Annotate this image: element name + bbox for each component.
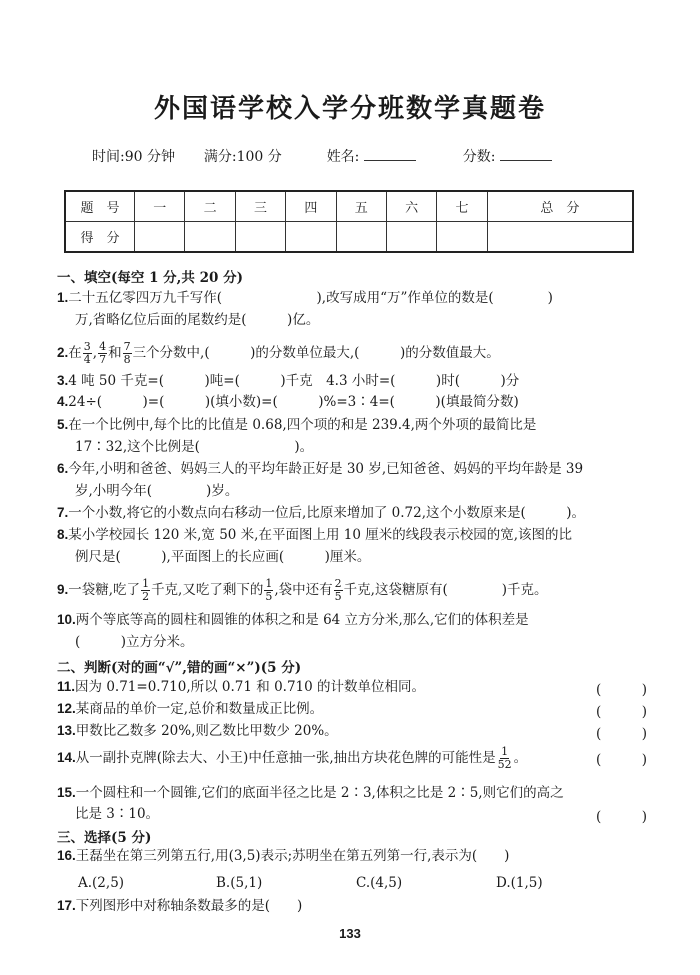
question-11: 11.因为 0.71=0.710,所以 0.71 和 0.710 的计数单位相同。 — [57, 679, 426, 695]
score-table — [64, 190, 634, 253]
question-6: 6.今年,小明和爸爸、妈妈三人的平均年龄正好是 30 岁,已知爸爸、妈妈的平均年龄是 39 — [57, 461, 584, 477]
fraction: $\frac{4}{7}$ — [99, 340, 107, 366]
score-cell[interactable] — [437, 222, 487, 253]
score-cell[interactable] — [386, 222, 436, 253]
question-16: 16.王磊坐在第三列第五行,用(3,5)表示;苏明坐在第五列第一行,表示为( ) — [57, 848, 510, 864]
answer-paren[interactable]: ( ) — [596, 809, 648, 825]
score-cell[interactable] — [336, 222, 386, 253]
question-1: 1.二十五亿零四万九千写作( ),改写成用“万”作单位的数是( ) — [57, 290, 553, 306]
header-cell: 五 — [336, 191, 386, 222]
answer-paren[interactable]: ( ) — [596, 726, 648, 742]
header-cell: 二 — [185, 191, 235, 222]
score-cell[interactable] — [286, 222, 336, 253]
question-15-cont: 比是 3∶10。 — [75, 806, 160, 822]
question-13: 13.甲数比乙数多 20%,则乙数比甲数少 20%。 — [57, 723, 338, 739]
question-12: 12.某商品的单价一定,总价和数量成正比例。 — [57, 701, 324, 717]
question-1-cont: 万,省略亿位后面的尾数约是( )亿。 — [75, 312, 320, 328]
question-3: 3.4 吨 50 千克=( )吨=( )千克 4.3 小时=( )时( )分 — [57, 373, 520, 389]
score-label: 分数: — [462, 149, 496, 165]
section-heading: 一、填空(每空 1 分,共 20 分) — [57, 270, 243, 286]
question-10: 10.两个等底等高的圆柱和圆锥的体积之和是 64 立方分米,那么,它们的体积差是 — [57, 612, 529, 628]
question-15: 15.一个圆柱和一个圆锥,它们的底面半径之比是 2∶3,体积之比是 2∶5,则它们的高之 — [57, 785, 564, 801]
row-label: 得 分 — [65, 222, 135, 253]
header-cell: 总 分 — [487, 191, 633, 222]
time-info: 时间:90 分钟 — [92, 149, 175, 165]
answer-paren[interactable]: ( ) — [596, 682, 648, 698]
option-d[interactable]: D.(1,5) — [496, 875, 543, 891]
question-2: 2.在 $\frac{3}{4}$ , $\frac{4}{7}$ 和 $\frac{7}{8}$ 三个分数中,( )的分数单位最大,( )的分数值最大。 — [57, 340, 500, 366]
fraction: $\frac{1}{52}$ — [497, 745, 512, 771]
question-7: 7.一个小数,将它的小数点向右移动一位后,比原来增加了 0.72,这个小数原来是( )。 — [57, 505, 586, 521]
score-table-row — [65, 222, 633, 253]
question-5-cont: 17∶32,这个比例是( )。 — [75, 439, 314, 455]
header-cell: 三 — [235, 191, 285, 222]
option-c[interactable]: C.(4,5) — [356, 875, 403, 891]
section-heading: 二、判断(对的画“√”,错的画“×”)(5 分) — [57, 660, 302, 676]
fraction: $\frac{1}{5}$ — [265, 577, 273, 603]
question-9: 9.一袋糖,吃了 $\frac{1}{2}$ 千克,又吃了剩下的 $\frac{1}{5}$ ,袋中还有 $\frac{2}{5}$ 千克,这袋糖原有( )千克。 — [57, 577, 548, 603]
page-title: 外国语学校入学分班数学真题卷 — [153, 94, 546, 124]
score-cell[interactable] — [135, 222, 185, 253]
answer-paren[interactable]: ( ) — [596, 704, 648, 720]
header-cell: 一 — [135, 191, 185, 222]
header-cell: 题 号 — [65, 191, 135, 222]
section-heading: 三、选择(5 分) — [57, 830, 152, 846]
answer-paren[interactable]: ( ) — [596, 752, 648, 768]
name-blank[interactable] — [364, 146, 416, 161]
score-cell[interactable] — [235, 222, 285, 253]
score-cell[interactable] — [487, 222, 633, 253]
score-blank[interactable] — [500, 146, 552, 161]
full-score-info: 满分:100 分 — [203, 149, 282, 165]
question-4: 4.24÷( )=( )(填小数)=( )%=3∶4=( )(填最简分数) — [57, 394, 519, 410]
question-6-cont: 岁,小明今年( )岁。 — [75, 483, 239, 499]
header-cell: 四 — [286, 191, 336, 222]
question-5: 5.在一个比例中,每个比的比值是 0.68,四个项的和是 239.4,两个外项的最简比是 — [57, 417, 537, 433]
fraction: $\frac{2}{5}$ — [334, 577, 342, 603]
fraction: $\frac{3}{4}$ — [83, 340, 91, 366]
option-b[interactable]: B.(5,1) — [216, 875, 263, 891]
name-label: 姓名: — [326, 149, 360, 165]
header-cell: 六 — [386, 191, 436, 222]
option-a[interactable]: A.(2,5) — [78, 875, 125, 891]
question-17: 17.下列图形中对称轴条数最多的是( ) — [57, 898, 303, 914]
question-8-cont: 例尺是( ),平面图上的长应画( )厘米。 — [75, 549, 371, 565]
score-table-header — [65, 191, 633, 222]
fraction: $\frac{1}{2}$ — [142, 577, 150, 603]
question-10-cont: ( )立方分米。 — [75, 634, 194, 650]
score-cell[interactable] — [185, 222, 235, 253]
exam-info — [92, 146, 552, 166]
question-14: 14.从一副扑克牌(除去大、小王)中任意抽一张,抽出方块花色牌的可能性是 $\frac{1}{52}$ 。 — [57, 745, 528, 771]
fraction: $\frac{7}{8}$ — [123, 340, 131, 366]
question-8: 8.某小学校园长 120 米,宽 50 米,在平面图上用 10 厘米的线段表示校园的宽,该图的比 — [57, 527, 573, 543]
header-cell: 七 — [437, 191, 487, 222]
page-number: 133 — [339, 926, 361, 941]
